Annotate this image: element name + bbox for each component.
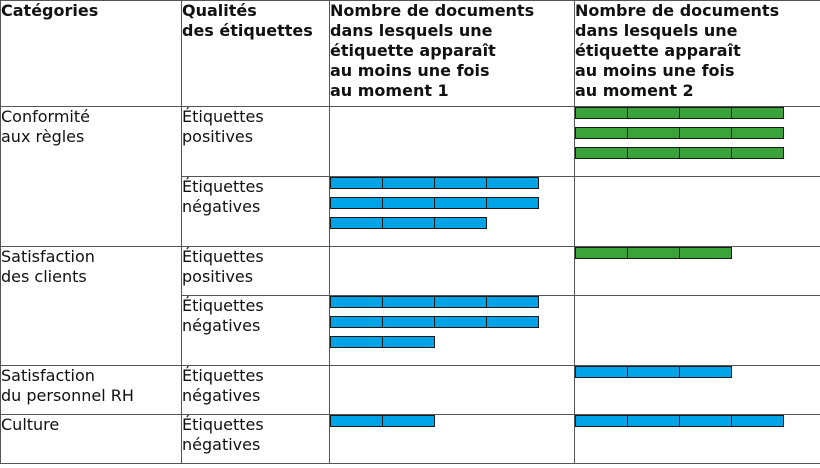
bar-segment [434,197,487,209]
bar-segment [330,336,383,348]
bar-segment [679,366,732,378]
quality-cell: Étiquettes négatives [182,177,330,247]
bar-segment [575,127,628,139]
header-categories: Catégories [1,1,182,107]
quality-cell: Étiquettes négatives [182,415,330,464]
moment2-bars [575,415,820,464]
bar-segment [627,247,680,259]
quality-cell: Étiquettes négatives [182,296,330,366]
header-qualities: Qualités des étiquettes [182,1,330,107]
bar-segment [575,366,628,378]
bar-line [575,107,820,119]
header-moment1: Nombre de documents dans lesquels une étiquette apparaît au moins une fois au moment 1 [330,1,575,107]
bar-line [575,127,820,139]
bar-segment [382,197,435,209]
header-moment2: Nombre de documents dans lesquels une étiquette apparaît au moins une fois au moment 2 [575,1,820,107]
moment1-bars [330,366,575,415]
bar-segment [486,316,539,328]
quality-cell: Étiquettes positives [182,107,330,177]
bar-line [330,415,574,427]
moment1-bars [330,415,575,464]
moment2-bars [575,177,820,247]
category-cell: Conformité aux règles [1,107,182,247]
bar-segment [330,217,383,229]
bar-segment [679,415,732,427]
bar-line [575,247,820,259]
bar-segment [627,366,680,378]
bar-segment [731,107,784,119]
bar-line [330,217,574,229]
quality-cell: Étiquettes positives [182,247,330,296]
bar-segment [575,247,628,259]
category-cell: Culture [1,415,182,464]
bar-segment [382,415,435,427]
moment1-bars [330,177,575,247]
bar-segment [330,415,383,427]
bar-segment [627,127,680,139]
header-row [1,1,820,107]
bar-segment [486,177,539,189]
bar-segment [679,127,732,139]
bar-line [575,415,820,427]
bar-segment [575,415,628,427]
bar-line [330,296,574,308]
moment2-bars [575,296,820,366]
table-row [1,415,820,464]
table-row [1,107,820,177]
bar-segment [575,147,628,159]
bar-segment [382,177,435,189]
bar-segment [679,107,732,119]
bar-line [330,336,574,348]
moment2-bars [575,247,820,296]
bar-line [330,316,574,328]
bar-segment [679,247,732,259]
bar-segment [486,296,539,308]
bar-segment [575,107,628,119]
bar-segment [627,415,680,427]
quality-cell: Étiquettes négatives [182,366,330,415]
bar-line [330,177,574,189]
category-cell: Satisfaction du personnel RH [1,366,182,415]
bar-segment [434,177,487,189]
bar-line [330,197,574,209]
bar-line [575,366,820,378]
bar-segment [731,127,784,139]
moment2-bars [575,107,820,177]
bar-segment [382,217,435,229]
bar-segment [330,316,383,328]
bar-segment [486,197,539,209]
bar-segment [330,197,383,209]
moment2-bars [575,366,820,415]
moment1-bars [330,247,575,296]
bar-segment [382,316,435,328]
bar-segment [731,415,784,427]
bar-segment [731,147,784,159]
bar-segment [434,296,487,308]
bar-segment [330,296,383,308]
bar-segment [382,296,435,308]
moment1-bars [330,107,575,177]
bar-line [575,147,820,159]
bar-segment [330,177,383,189]
table-row [1,366,820,415]
category-cell: Satisfaction des clients [1,247,182,366]
moment1-bars [330,296,575,366]
bar-segment [434,217,487,229]
table-row [1,247,820,296]
bar-segment [434,316,487,328]
bar-segment [627,147,680,159]
bar-segment [627,107,680,119]
bar-segment [382,336,435,348]
bar-segment [679,147,732,159]
